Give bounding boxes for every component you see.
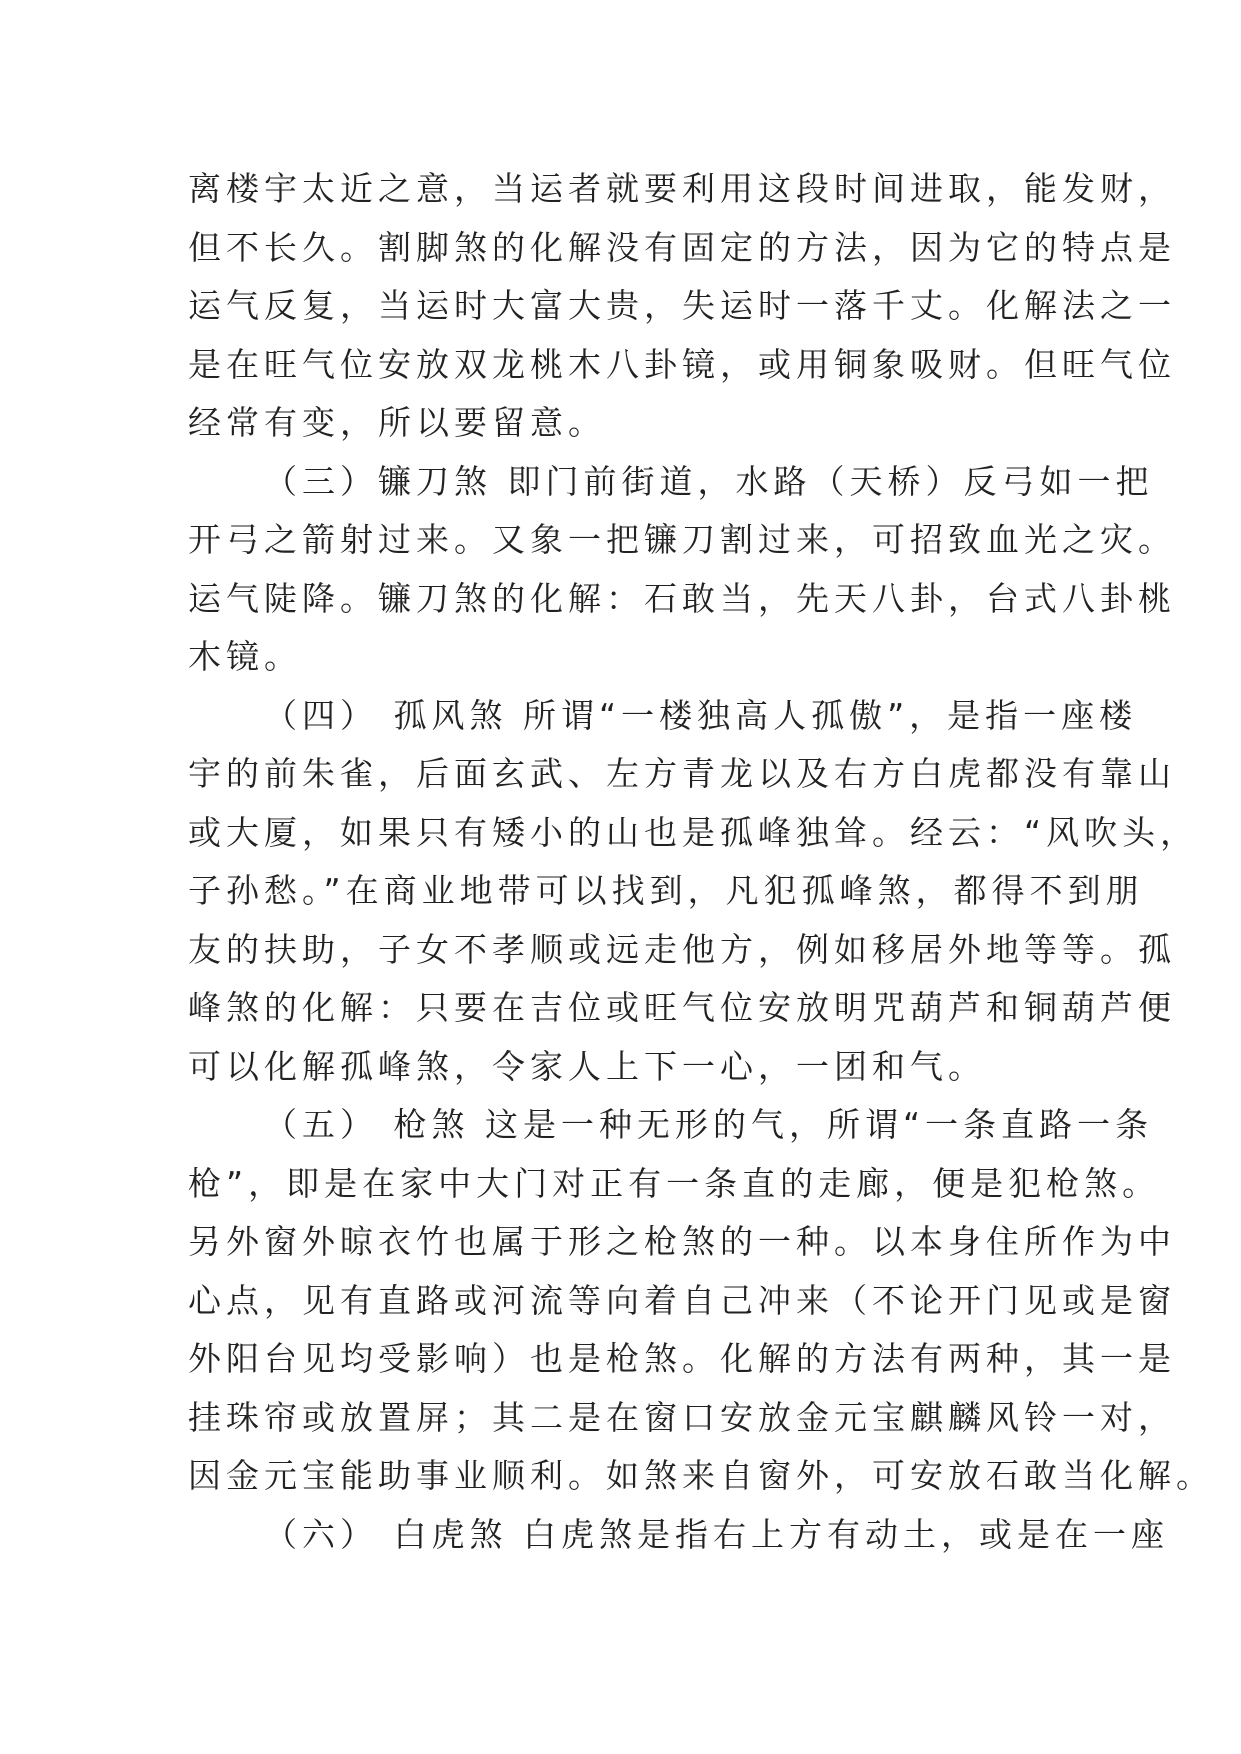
text-line: 运气陡降。镰刀煞的化解：石敢当，先天八卦，台式八卦桃 — [188, 578, 1176, 618]
text-line: 或大厦，如果只有矮小的山也是孤峰独耸。经云：“风吹头， — [188, 812, 1199, 852]
text-line: 可以化解孤峰煞，令家人上下一心，一团和气。 — [188, 1046, 986, 1086]
paragraph-spear-sha — [188, 1096, 1214, 1506]
text-line: 挂珠帘或放置屏；其二是在窗口安放金元宝麒麟风铃一对， — [188, 1397, 1176, 1437]
text-line: 峰煞的化解：只要在吉位或旺气位安放明咒葫芦和铜葫芦便 — [188, 988, 1176, 1027]
text-line: 开弓之箭射过来。又象一把镰刀割过来，可招致血光之灾。 — [188, 520, 1176, 559]
text-line: 经常有变，所以要留意。 — [188, 403, 606, 442]
text-line: 枪”，即是在家中大门对正有一条直的走廊，便是犯枪煞。 — [188, 1163, 1161, 1203]
paragraph-white-tiger-sha — [188, 1506, 1169, 1565]
text-line: 是在旺气位安放双龙桃木八卦镜，或用铜象吸财。但旺气位 — [188, 344, 1176, 384]
text-line: 但不长久。割脚煞的化解没有固定的方法，因为它的特点是 — [188, 227, 1176, 267]
text-line: 离楼宇太近之意，当运者就要利用这段时间进取，能发财， — [188, 169, 1176, 208]
text-line: 子孙愁。”在商业地带可以找到，凡犯孤峰煞，都得不到朋 — [188, 871, 1144, 910]
text-line: （三）镰刀煞 即门前街道，水路（天桥）反弓如一把 — [264, 461, 1154, 501]
text-line: 另外窗外晾衣竹也属于形之枪煞的一种。以本身住所作为中 — [188, 1222, 1176, 1261]
text-line: 心点，见有直路或河流等向着自己冲来（不论开门见或是窗 — [188, 1280, 1176, 1320]
text-line: （六） 白虎煞 白虎煞是指右上方有动土，或是在一座 — [264, 1514, 1169, 1554]
body-text — [188, 160, 1214, 1564]
text-line: 外阳台见均受影响）也是枪煞。化解的方法有两种，其一是 — [188, 1339, 1176, 1378]
text-line: 宇的前朱雀，后面玄武、左方青龙以及右方白虎都没有靠山 — [188, 754, 1176, 793]
text-line: 友的扶助，子女不孝顺或远走他方，例如移居外地等等。孤 — [188, 929, 1176, 969]
text-line: （四） 孤风煞 所谓“一楼独高人孤傲”，是指一座楼 — [264, 695, 1138, 735]
text-line: （五） 枪煞 这是一种无形的气，所谓“一条直路一条 — [264, 1105, 1154, 1144]
paragraph-sickle-sha — [188, 453, 1176, 687]
text-line: 木镜。 — [188, 637, 302, 676]
paragraph-continuation — [188, 160, 1176, 453]
paragraph-lonely-peak-sha — [188, 687, 1199, 1097]
text-line: 运气反复，当运时大富大贵，失运时一落千丈。化解法之一 — [188, 286, 1176, 325]
text-line: 因金元宝能助事业顺利。如煞来自窗外，可安放石敢当化解。 — [188, 1456, 1214, 1495]
